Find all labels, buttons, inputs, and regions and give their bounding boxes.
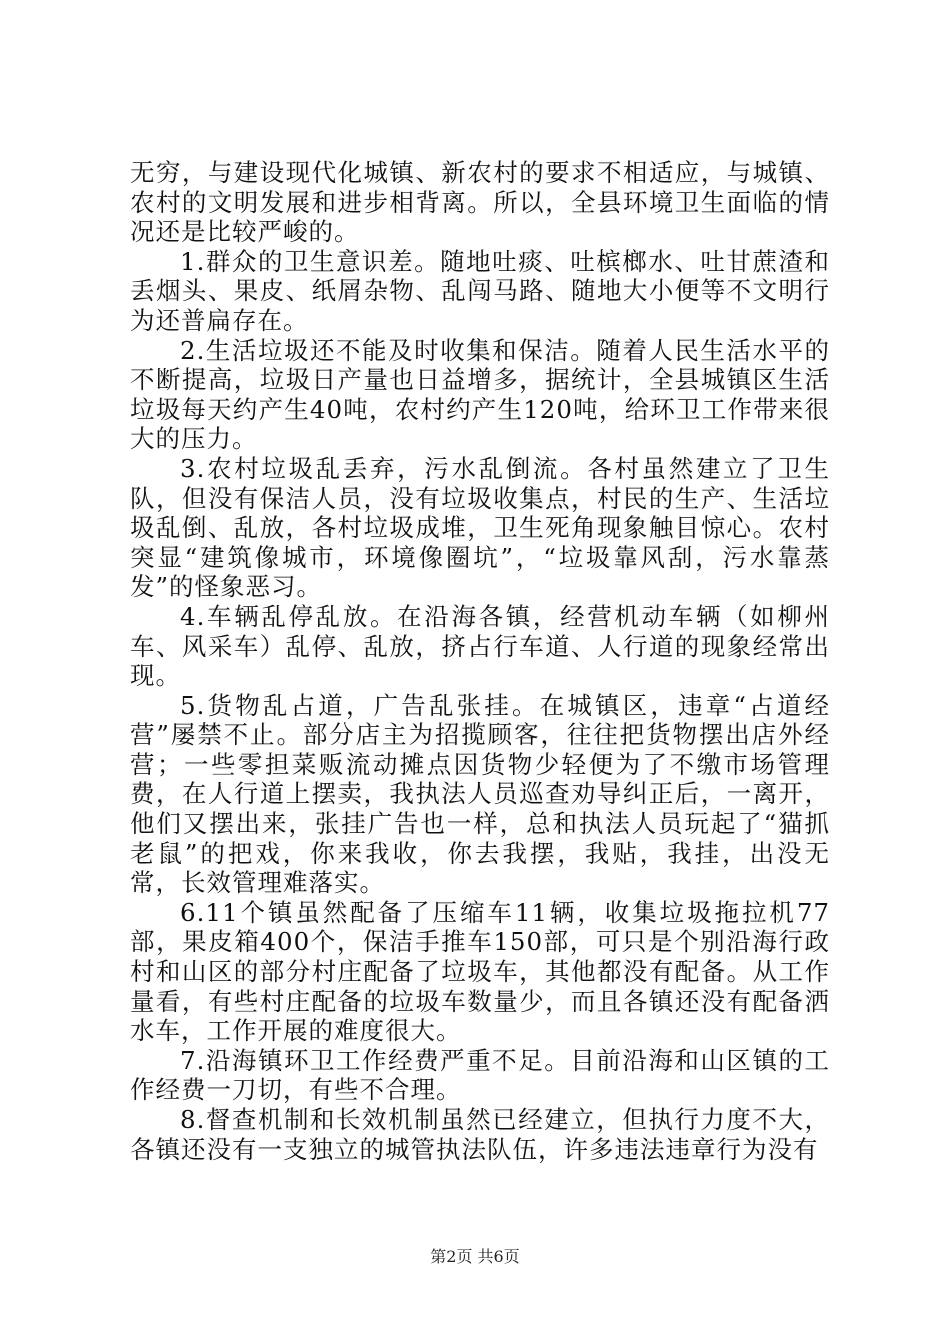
paragraph-item-8: 8.督查机制和长效机制虽然已经建立，但执行力度不大，各镇还没有一支独立的城管执法队伍，许多违法违章行为没有	[130, 1105, 830, 1164]
paragraph-item-5: 5.货物乱占道，广告乱张挂。在城镇区，违章“占道经营”屡禁不止。部分店主为招揽顾客，往往把货物摆出店外经营；一些零担菜贩流动摊点因货物少轻便为了不缴市场管理费，在人行道上摆卖，我执法人员巡查劝导纠正后，一离开，他们又摆出来，张挂广告也一样，总和执法人员玩起了“猫抓老鼠”的把戏，你来我收，你去我摆，我贴，我挂，出没无常，长效管理难落实。	[130, 690, 830, 898]
paragraph-item-2: 2.生活垃圾还不能及时收集和保洁。随着人民生活水平的不断提高，垃圾日产量也日益增多，据统计，全县城镇区生活垃圾每天约产生40吨，农村约产生120吨，给环卫工作带来很大的压力。	[130, 335, 830, 454]
paragraph-item-1: 1.群众的卫生意识差。随地吐痰、吐槟榔水、吐甘蔗渣和丢烟头、果皮、纸屑杂物、乱闯马路、随地大小便等不文明行为还普扁存在。	[130, 246, 830, 335]
page-number-footer: 第2页 共6页	[430, 1247, 520, 1266]
paragraph-item-7: 7.沿海镇环卫工作经费严重不足。目前沿海和山区镇的工作经费一刀切，有些不合理。	[130, 1045, 830, 1105]
paragraph-item-4: 4.车辆乱停乱放。在沿海各镇，经营机动车辆（如柳州车、风采车）乱停、乱放，挤占行车道、人行道的现象经常出现。	[130, 601, 830, 691]
paragraph-continuation: 无穷，与建设现代化城镇、新农村的要求不相适应，与城镇、农村的文明发展和进步相背离。所以，全县环境卫生面临的情况还是比较严峻的。	[130, 158, 830, 247]
paragraph-item-6: 6.11个镇虽然配备了压缩车11辆，收集垃圾拖拉机77部，果皮箱400个，保洁手推车150部，可只是个别沿海行政村和山区的部分村庄配备了垃圾车，其他都没有配备。从工作量看，有些村庄配备的垃圾车数量少，而且各镇还没有配备洒水车，工作开展的难度很大。	[130, 897, 830, 1046]
paragraph-item-3: 3.农村垃圾乱丢弃，污水乱倒流。各村虽然建立了卫生队，但没有保洁人员，没有垃圾收集点，村民的生产、生活垃圾乱倒、乱放，各村垃圾成堆，卫生死角现象触目惊心。农村突显“建筑像城市，环境像圈坑”，“垃圾靠风刮，污水靠蒸发”的怪象恶习。	[130, 453, 830, 602]
document-body	[130, 158, 830, 1164]
